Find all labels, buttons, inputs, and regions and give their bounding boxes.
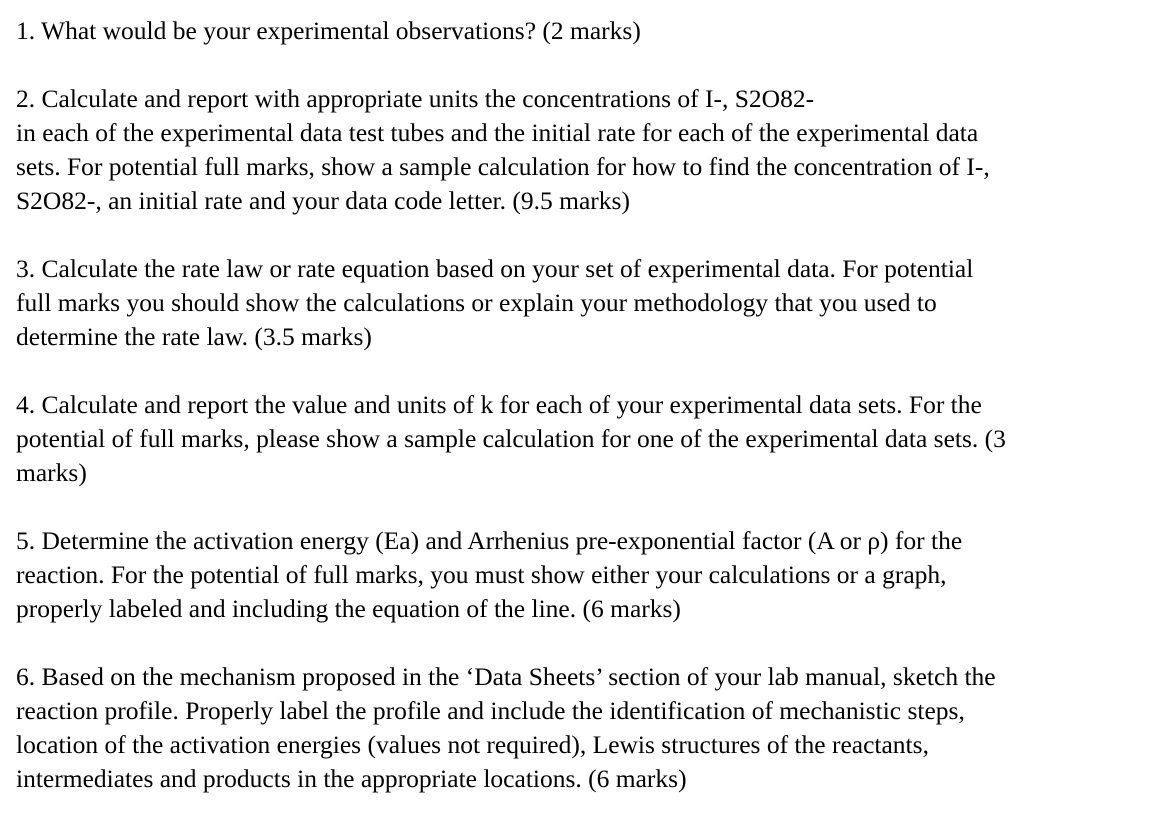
question-3: 3. Calculate the rate law or rate equation based on your set of experimental data. For potential full marks you should show the calculations or explain your methodology that you used to determine the rate law. (3.5 marks) [16, 254, 974, 351]
question-document [16, 14, 1172, 796]
question-4: 4. Calculate and report the value and units of k for each of your experimental data sets. For the potential of full marks, please show a sample calculation for one of the experimental data sets. (3 marks) [16, 390, 1006, 487]
question-5: 5. Determine the activation energy (Ea) and Arrhenius pre-exponential factor (A or ρ) for the reaction. For the potential of full marks, you must show either your calculations or a graph, properly labeled and including the equation of the line. (6 marks) [16, 526, 963, 623]
question-1: 1. What would be your experimental observations? (2 marks) [16, 16, 641, 45]
question-2: 2. Calculate and report with appropriate units the concentrations of I-, S2O82- in each of the experimental data test tubes and the initial rate for each of the experimental data sets. For potential full marks, show a sample calculation for how to find the concentration of I-, S2O82-, an initial rate and your data code letter. (9.5 marks) [16, 84, 990, 215]
question-6: 6. Based on the mechanism proposed in the ‘Data Sheets’ section of your lab manual, sketch the reaction profile. Properly label the profile and include the identification of mechanistic steps, location of the activation energies (values not required), Lewis structures of the reactants, intermediates and products in the appropriate locations. (6 marks) [16, 662, 996, 793]
